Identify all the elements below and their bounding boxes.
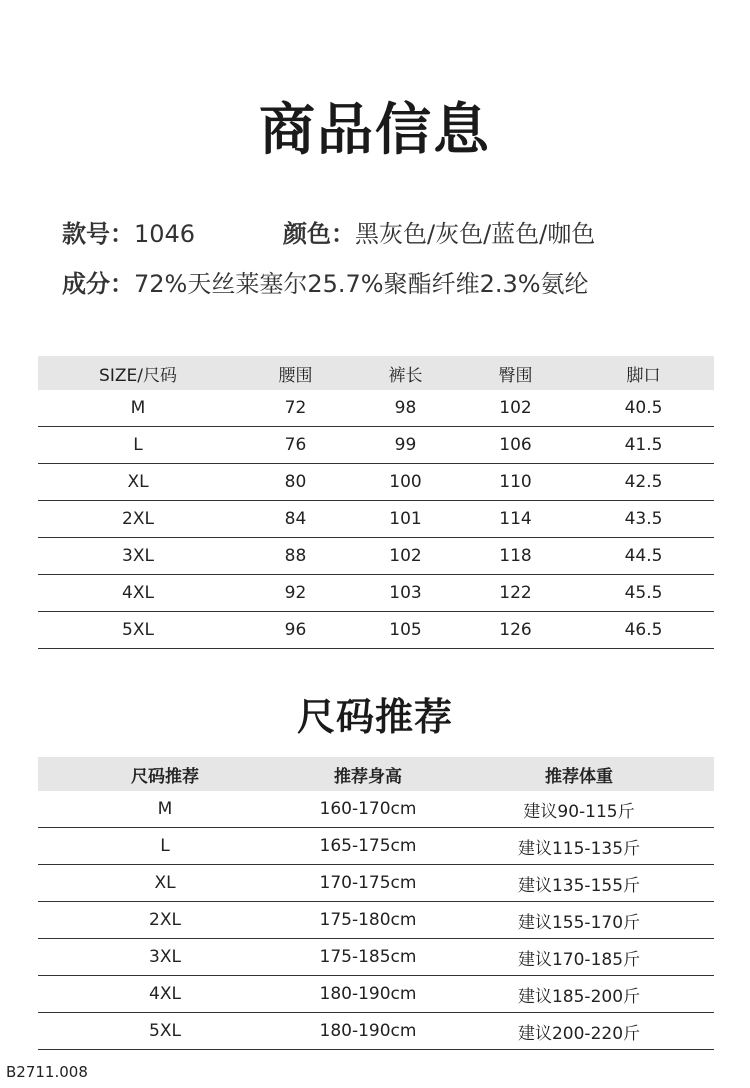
recommend-table-cell: 建议200-220斤 — [444, 1013, 714, 1050]
size-table-header-cell: 腰围 — [278, 365, 313, 386]
size-table-cell: 101 — [353, 501, 458, 538]
size-table-row — [38, 390, 714, 427]
size-table-cell: 76 — [238, 427, 353, 464]
recommend-table-row — [38, 865, 714, 902]
size-table-row — [38, 575, 714, 612]
recommend-table-cell: 建议155-170斤 — [444, 902, 714, 939]
recommend-table-cell: 建议135-155斤 — [444, 865, 714, 902]
recommend-table — [38, 757, 714, 1050]
recommend-table-cell: L — [38, 828, 292, 865]
size-table-row — [38, 501, 714, 538]
recommend-table-cell: M — [38, 791, 292, 828]
size-table-row — [38, 427, 714, 464]
recommend-table-cell: 建议185-200斤 — [444, 976, 714, 1013]
size-table-cell: 103 — [353, 575, 458, 612]
size-table-cell: 102 — [458, 390, 573, 427]
size-table-cell: 88 — [238, 538, 353, 575]
size-table-header-cell: 臀围 — [498, 365, 533, 386]
size-table-cell: 114 — [458, 501, 573, 538]
model-label: 款号： — [62, 220, 134, 248]
page-title: 商品信息 — [259, 98, 491, 163]
recommend-table-header — [38, 757, 714, 791]
size-table-cell: 105 — [353, 612, 458, 649]
size-table-cell: 3XL — [38, 538, 238, 575]
size-table-cell: 106 — [458, 427, 573, 464]
recommend-table-cell: 3XL — [38, 939, 292, 976]
recommend-table-row — [38, 902, 714, 939]
recommend-table-cell: 建议90-115斤 — [444, 791, 714, 828]
size-table-cell: L — [38, 427, 238, 464]
size-table-cell: 102 — [353, 538, 458, 575]
size-table-cell: 2XL — [38, 501, 238, 538]
size-table-cell: 43.5 — [573, 501, 714, 538]
recommend-table-cell: 170-175cm — [292, 865, 444, 902]
composition-info — [62, 264, 589, 299]
size-table-cell: 45.5 — [573, 575, 714, 612]
size-table-cell: 96 — [238, 612, 353, 649]
size-table-cell: 98 — [353, 390, 458, 427]
size-table-cell: 41.5 — [573, 427, 714, 464]
color-info — [283, 214, 595, 249]
recommend-table-cell: 180-190cm — [292, 1013, 444, 1050]
color-value: 黑灰色/灰色/蓝色/咖色 — [355, 220, 596, 248]
recommend-table-row — [38, 976, 714, 1013]
recommend-table-cell: 建议170-185斤 — [444, 939, 714, 976]
size-table-cell: M — [38, 390, 238, 427]
size-table-cell: 126 — [458, 612, 573, 649]
size-table-cell: 110 — [458, 464, 573, 501]
size-table-cell: 46.5 — [573, 612, 714, 649]
size-table-cell: 122 — [458, 575, 573, 612]
size-table-cell: 40.5 — [573, 390, 714, 427]
size-table-cell: 72 — [238, 390, 353, 427]
size-table-cell: 5XL — [38, 612, 238, 649]
recommend-table-cell: 175-185cm — [292, 939, 444, 976]
size-table-cell: 84 — [238, 501, 353, 538]
recommend-table-cell: 160-170cm — [292, 791, 444, 828]
recommend-table-cell: 180-190cm — [292, 976, 444, 1013]
recommend-table-cell: 2XL — [38, 902, 292, 939]
recommend-table-cell: 4XL — [38, 976, 292, 1013]
size-table-header — [38, 356, 714, 390]
size-table-row — [38, 538, 714, 575]
size-table-header-cell: 脚口 — [626, 365, 661, 386]
size-table-cell: 80 — [238, 464, 353, 501]
recommend-table-cell: 175-180cm — [292, 902, 444, 939]
size-table-cell: 100 — [353, 464, 458, 501]
recommend-table-cell: XL — [38, 865, 292, 902]
recommend-table-row — [38, 828, 714, 865]
product-code: B2711.008 — [6, 1063, 88, 1081]
recommend-table-header-cell: 推荐体重 — [545, 766, 613, 787]
size-table-cell: 92 — [238, 575, 353, 612]
size-table-cell: 44.5 — [573, 538, 714, 575]
size-table-cell: 99 — [353, 427, 458, 464]
recommend-table-cell: 5XL — [38, 1013, 292, 1050]
size-table-cell: 118 — [458, 538, 573, 575]
size-table-row — [38, 464, 714, 501]
size-table-header-cell: 裤长 — [388, 365, 423, 386]
recommend-table-cell: 建议115-135斤 — [444, 828, 714, 865]
size-table-cell: 4XL — [38, 575, 238, 612]
recommend-table-header-cell: 推荐身高 — [334, 766, 402, 787]
composition-label: 成分： — [62, 270, 134, 298]
recommend-table-header-cell: 尺码推荐 — [131, 766, 199, 787]
size-table — [38, 356, 714, 649]
recommend-table-row — [38, 939, 714, 976]
recommend-title: 尺码推荐 — [296, 695, 453, 739]
size-table-row — [38, 612, 714, 649]
recommend-table-row — [38, 791, 714, 828]
recommend-table-row — [38, 1013, 714, 1050]
size-table-cell: XL — [38, 464, 238, 501]
size-table-header-cell: SIZE/尺码 — [99, 365, 177, 386]
size-table-cell: 42.5 — [573, 464, 714, 501]
recommend-table-cell: 165-175cm — [292, 828, 444, 865]
model-value: 1046 — [134, 220, 196, 248]
color-label: 颜色： — [283, 220, 355, 248]
model-info — [62, 214, 195, 249]
composition-value: 72%天丝莱塞尔25.7%聚酯纤维2.3%氨纶 — [134, 270, 589, 298]
